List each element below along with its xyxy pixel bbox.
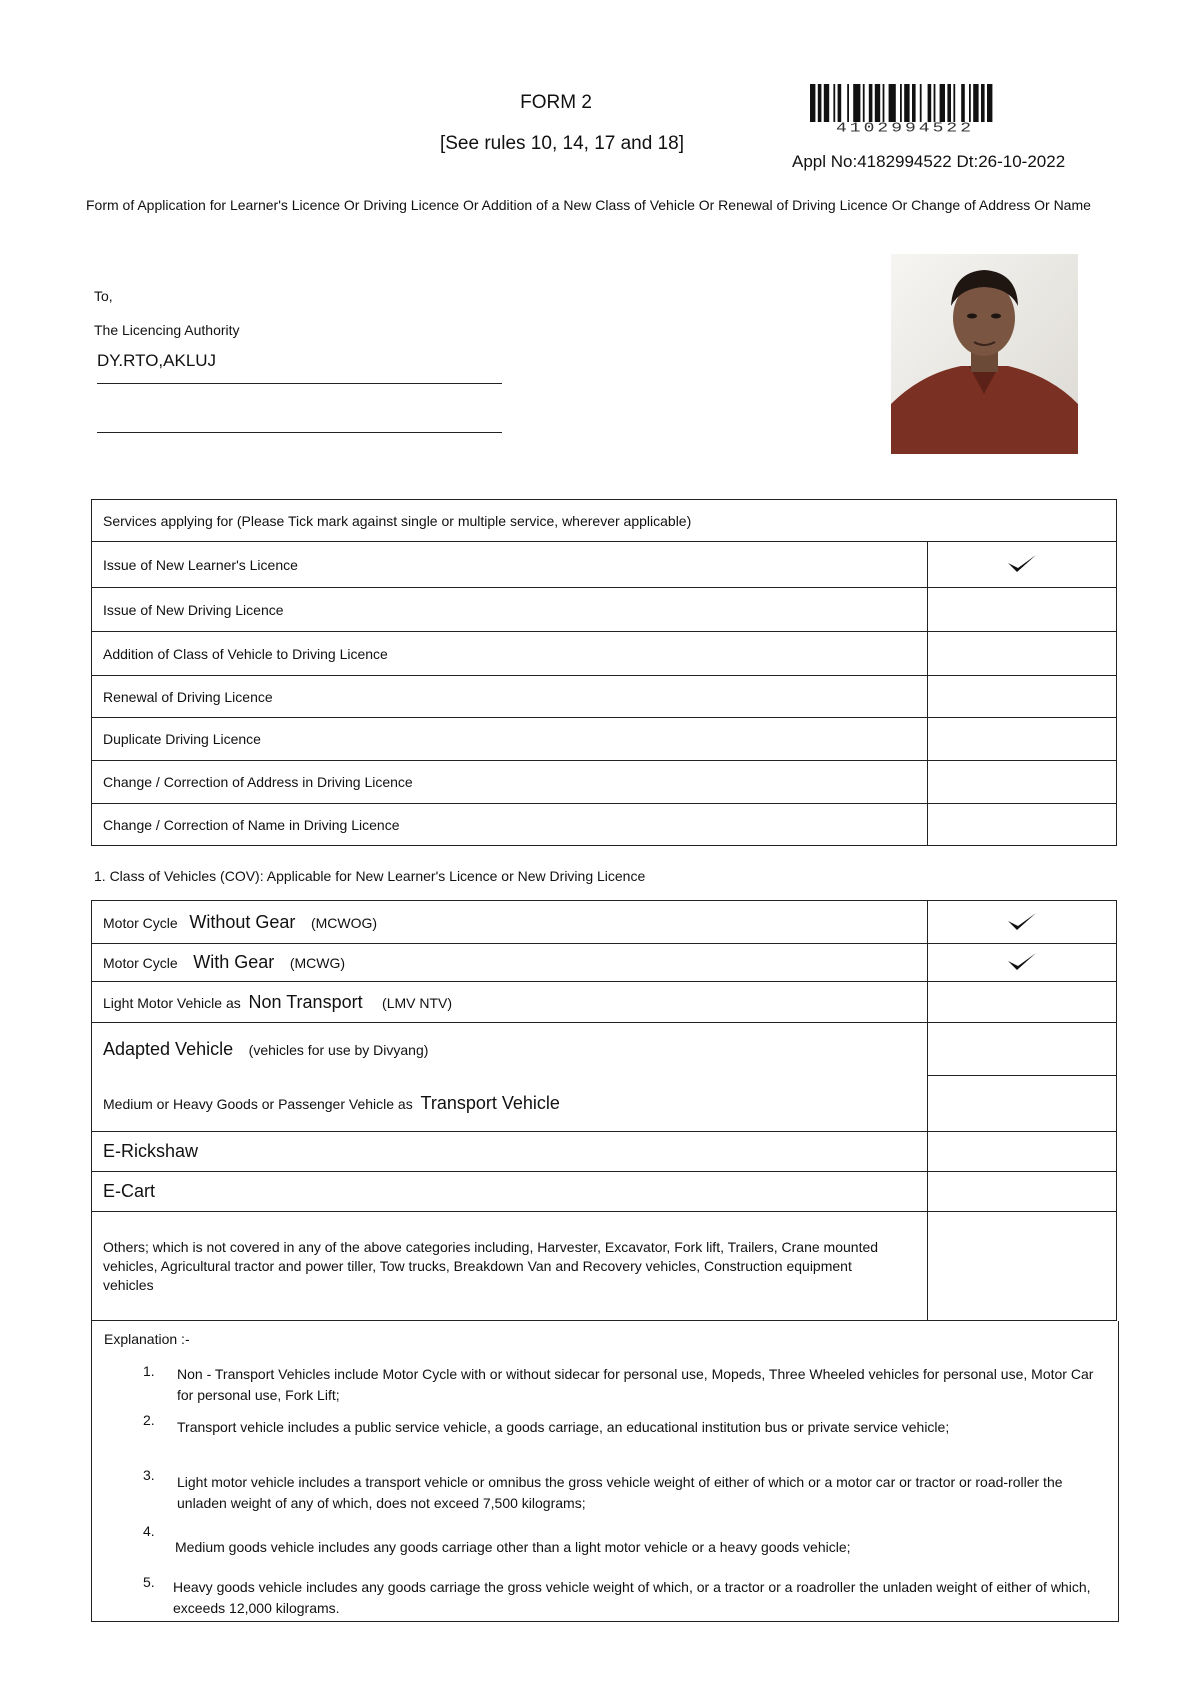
checkmark-icon: [1005, 910, 1039, 932]
cov-prefix: Light Motor Vehicle as: [103, 994, 241, 1011]
service-row: [92, 676, 1117, 718]
service-label: Issue of New Driving Licence: [92, 588, 928, 632]
services-heading: Services applying for (Please Tick mark against single or multiple service, wherever applicable): [92, 500, 1117, 542]
cov-tick-box[interactable]: [928, 1132, 1117, 1172]
service-label: Change / Correction of Name in Driving Licence: [92, 804, 928, 846]
service-row: [92, 588, 1117, 632]
service-label: Addition of Class of Vehicle to Driving Licence: [92, 632, 928, 676]
explanation-title: Explanation :-: [104, 1331, 190, 1347]
service-tick-box[interactable]: [928, 761, 1117, 804]
address-line-2: [97, 432, 502, 433]
cov-code: (LMV NTV): [382, 994, 453, 1011]
cov-label: [92, 982, 928, 1023]
cov-tick-box[interactable]: [928, 944, 1117, 982]
explanation-number: 4.: [143, 1523, 155, 1539]
form-description: Form of Application for Learner's Licence Or Driving Licence Or Addition of a New Class of Vehicle Or Renewal of Driving Licence Or Change of Address Or Name: [86, 197, 1091, 213]
service-tick-box[interactable]: [928, 676, 1117, 718]
services-table: [91, 499, 1117, 846]
cov-prefix: Motor Cycle: [103, 914, 178, 931]
cov-prefix: Motor Cycle: [103, 955, 178, 971]
service-row: [92, 632, 1117, 676]
service-tick-box[interactable]: [928, 588, 1117, 632]
cov-row: [92, 1023, 1117, 1076]
cov-row: [92, 1132, 1117, 1172]
service-tick-box[interactable]: [928, 632, 1117, 676]
cov-tick-box[interactable]: [928, 1172, 1117, 1212]
cov-tick-box[interactable]: [928, 901, 1117, 944]
cov-name: Without Gear: [189, 911, 296, 932]
cov-row: [92, 1212, 1117, 1321]
licencing-authority-value: DY.RTO,AKLUJ: [97, 351, 217, 370]
cov-name: E-Cart: [103, 1181, 156, 1201]
cov-row: [92, 944, 1117, 982]
to-label: To,: [94, 288, 113, 304]
address-line-1: [97, 383, 502, 384]
explanation-text: Medium goods vehicle includes any goods carriage other than a light motor vehicle or a heavy goods vehicle;: [175, 1539, 851, 1555]
application-number: Appl No:4182994522 Dt:26-10-2022: [792, 152, 1066, 171]
cov-name: E-Rickshaw: [103, 1141, 199, 1161]
cov-label: [92, 901, 928, 944]
cov-row: [92, 982, 1117, 1023]
service-row: [92, 542, 1117, 588]
explanation-number: 2.: [143, 1412, 155, 1428]
cov-label: [92, 1076, 928, 1132]
cov-name: Non Transport: [248, 991, 363, 1012]
cov-heading: 1. Class of Vehicles (COV): Applicable for New Learner's Licence or New Driving Licence: [94, 868, 646, 884]
cov-table: [91, 900, 1117, 1321]
service-label: Issue of New Learner's Licence: [92, 542, 928, 588]
service-label: Change / Correction of Address in Driving Licence: [92, 761, 928, 804]
service-tick-box[interactable]: [928, 542, 1117, 588]
service-tick-box[interactable]: [928, 804, 1117, 846]
applicant-photo: [891, 254, 1078, 454]
checkmark-icon: [1005, 950, 1039, 972]
cov-label: [92, 944, 928, 982]
cov-tick-box[interactable]: [928, 982, 1117, 1023]
explanation-number: 5.: [143, 1574, 155, 1590]
cov-tick-box[interactable]: [928, 1023, 1117, 1076]
explanation-text: Heavy goods vehicle includes any goods carriage the gross vehicle weight of which, or a tractor or a roadroller the unladen weight of either of which, exceeds 12,000 kilograms.: [173, 1579, 1091, 1616]
cov-row: [92, 1076, 1117, 1132]
explanation-text: Non - Transport Vehicles include Motor Cycle with or without sidecar for personal use, Mopeds, Three Wheeled vehicles for personal use, Motor Car for personal use, Fork Lift;: [177, 1366, 1094, 1403]
cov-name: With Gear: [193, 952, 275, 972]
service-label: Duplicate Driving Licence: [92, 718, 928, 761]
cov-row: [92, 1172, 1117, 1212]
barcode-icon: [810, 84, 1092, 122]
cov-label: [92, 1023, 928, 1076]
cov-tick-box[interactable]: [928, 1076, 1117, 1132]
cov-label: [92, 1132, 928, 1172]
cov-label: [92, 1172, 928, 1212]
cov-code: (MCWOG): [310, 914, 378, 931]
explanation-number: 3.: [143, 1467, 155, 1483]
cov-code: (MCWG): [289, 955, 346, 971]
explanation-text: Transport vehicle includes a public service vehicle, a goods carriage, an educational institution bus or private service vehicle;: [177, 1419, 950, 1435]
service-row: [92, 761, 1117, 804]
cov-name: Transport Vehicle: [420, 1092, 560, 1113]
checkmark-icon: [1005, 552, 1039, 574]
explanation-number: 1.: [143, 1363, 155, 1379]
barcode-digits: 4102994522: [836, 121, 975, 136]
form-rules: [See rules 10, 14, 17 and 18]: [439, 133, 684, 154]
licencing-authority-label: The Licencing Authority: [94, 322, 240, 338]
cov-others-label: Others; which is not covered in any of the above categories including, Harvester, Excavator, Fork lift, Trailers, Crane mounted vehicles, Agricultural tractor and power tiller, Tow trucks, Breakdown Van and Recovery vehicles, Construction equipment vehicles: [92, 1212, 928, 1321]
explanation-text: Light motor vehicle includes a transport vehicle or omnibus the gross vehicle weight of either of which or a motor car or tractor or road-roller the unladen weight of any of which, does not exceed 7,500 kilograms;: [177, 1474, 1063, 1511]
service-row: [92, 804, 1117, 846]
form-title: FORM 2: [520, 92, 592, 113]
cov-prefix: Medium or Heavy Goods or Passenger Vehicle as: [103, 1095, 413, 1112]
cov-name: Adapted Vehicle: [103, 1038, 234, 1059]
service-tick-box[interactable]: [928, 718, 1117, 761]
service-label: Renewal of Driving Licence: [92, 676, 928, 718]
service-row: [92, 718, 1117, 761]
cov-tick-box[interactable]: [928, 1212, 1117, 1321]
cov-code: (vehicles for use by Divyang): [248, 1041, 429, 1058]
cov-row: [92, 901, 1117, 944]
